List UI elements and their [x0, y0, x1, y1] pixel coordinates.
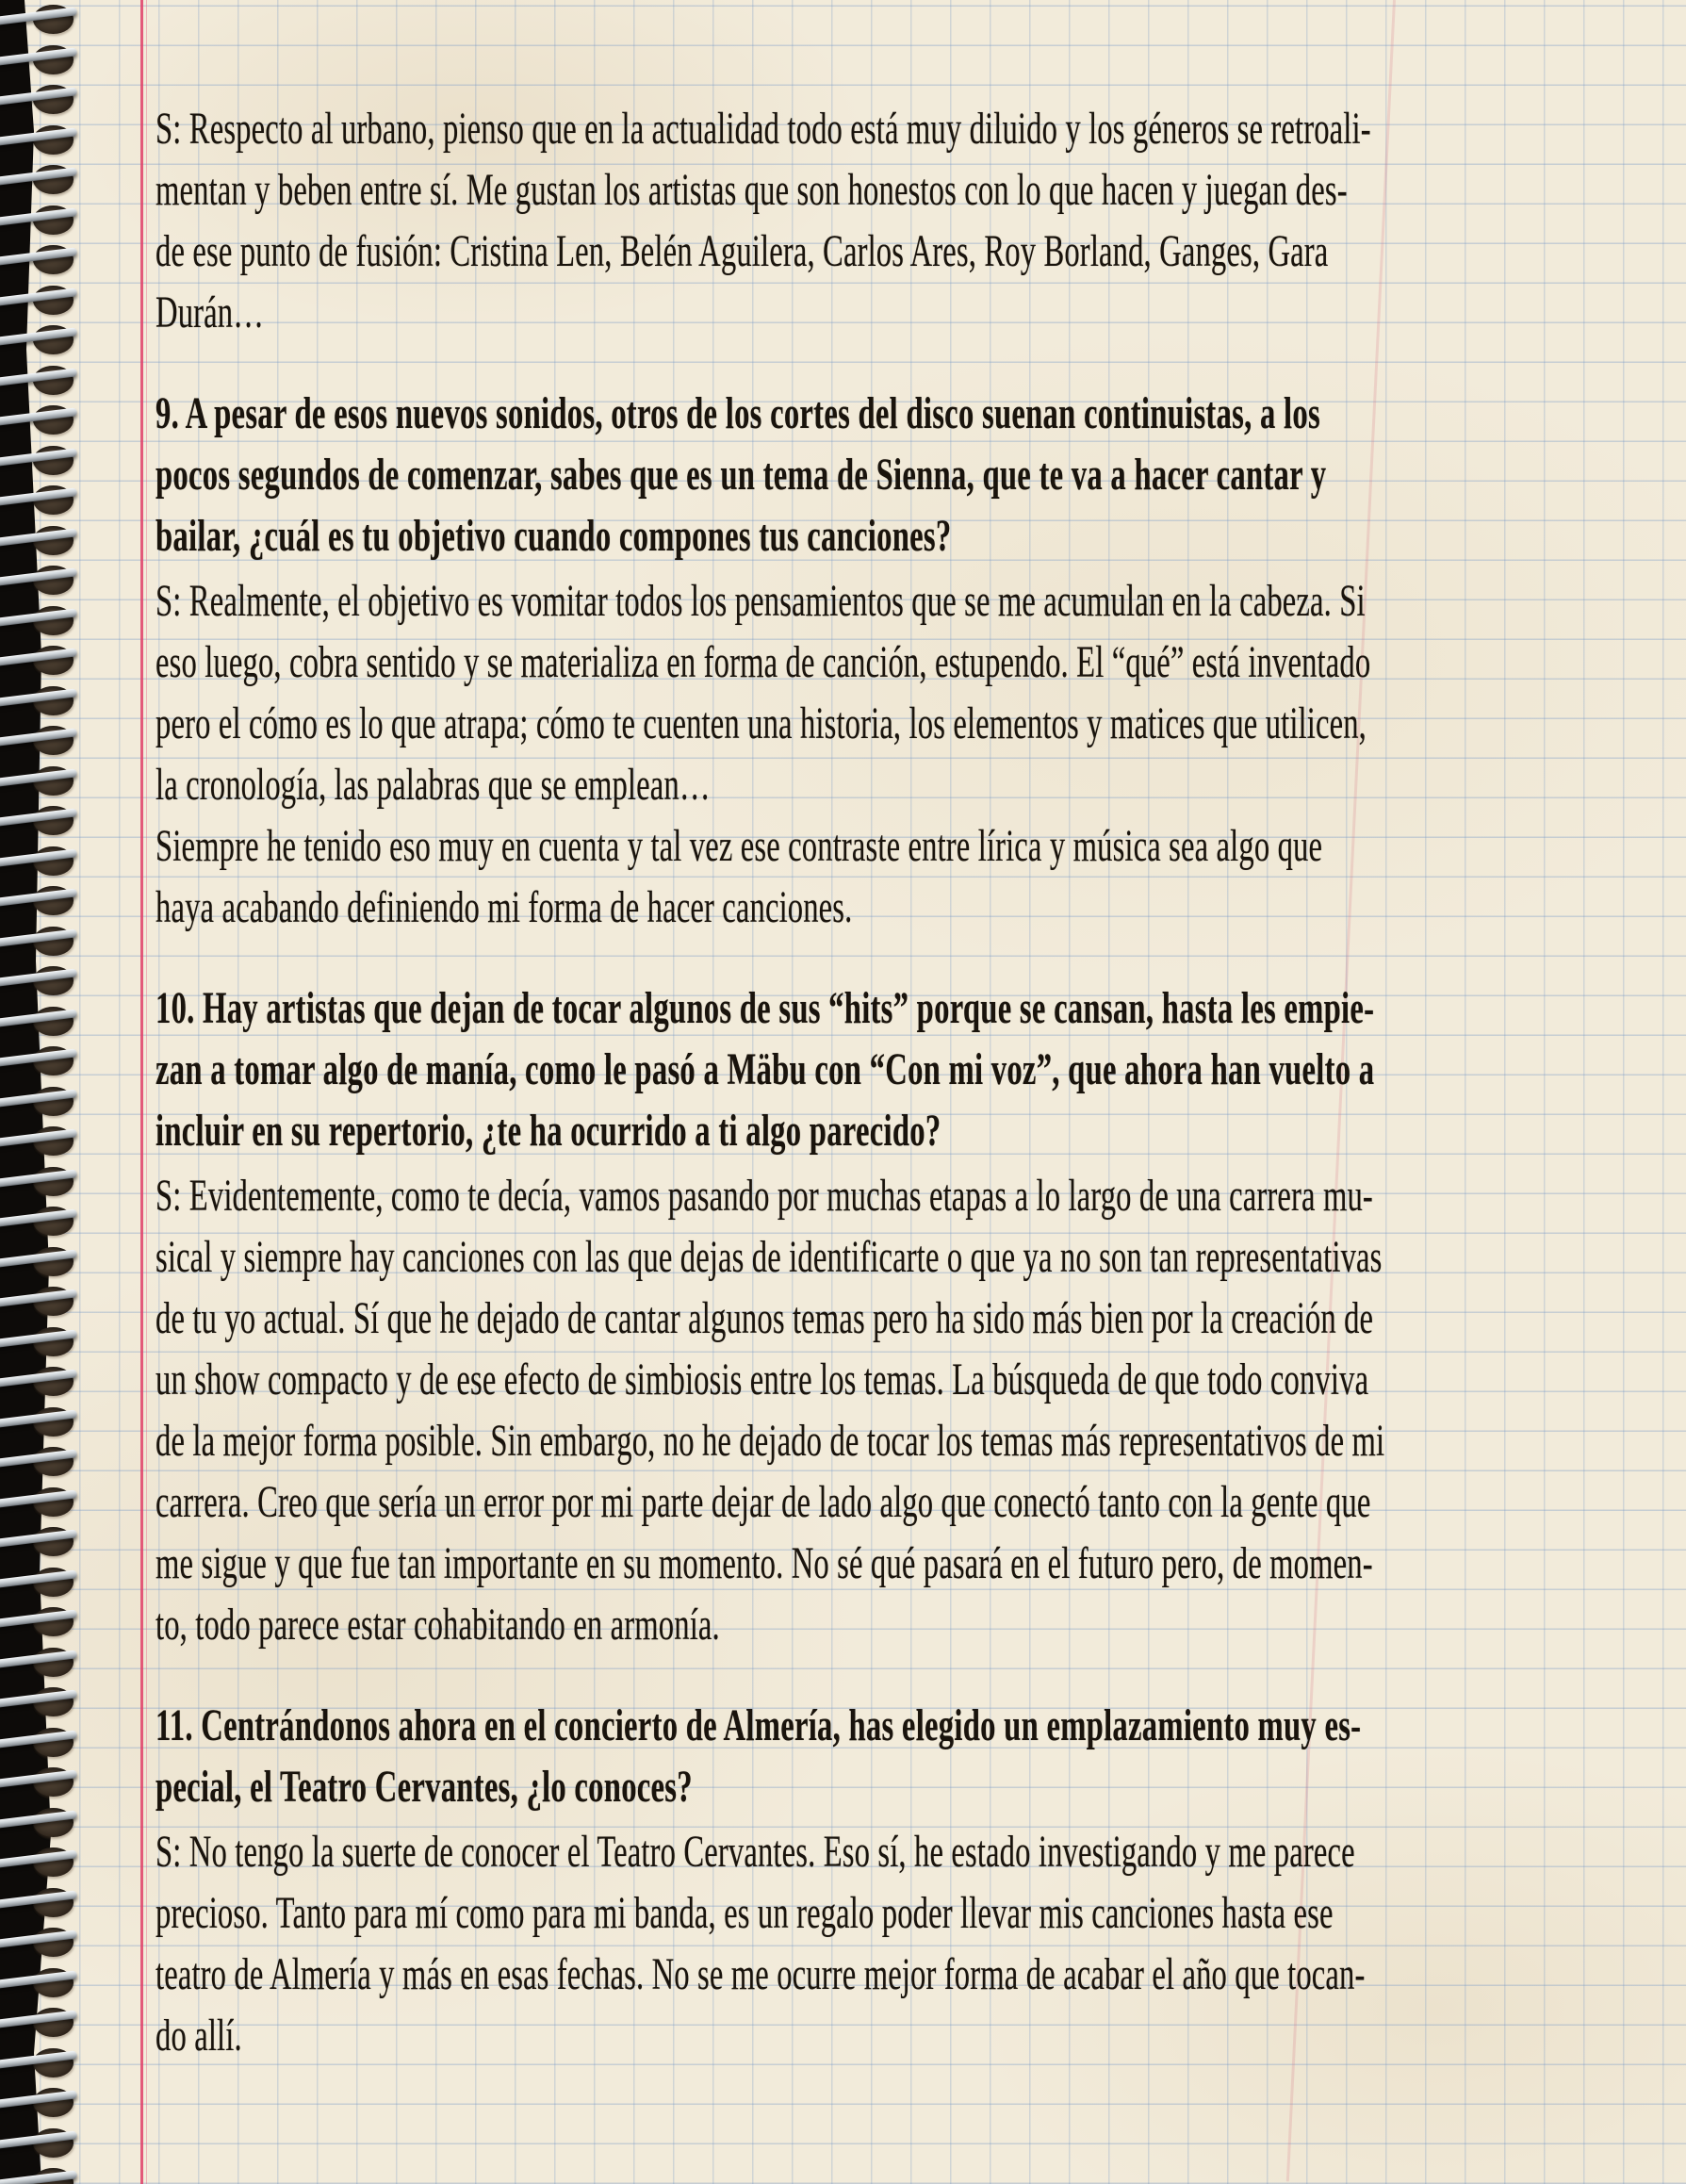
text-line: precioso. Tanto para mí como para mi banda, es un regalo poder llevar mis canciones hasta ese [156, 1888, 1334, 1938]
text-line: S: Respecto al urbano, pienso que en la actualidad todo está muy diluido y los géneros se retroali- [156, 104, 1371, 154]
text-line: 9. A pesar de esos nuevos sonidos, otros de los cortes del disco suenan continuistas, a los [156, 388, 1320, 438]
spiral-ring [0, 205, 104, 242]
spiral-ring [0, 1045, 104, 1083]
spiral-ring [0, 2007, 104, 2044]
spiral-ring [0, 2047, 104, 2085]
spiral-ring [0, 1446, 104, 1484]
spiral-ring [0, 605, 104, 643]
spiral-ring [0, 84, 104, 122]
text-line: S: No tengo la suerte de conocer el Teatro Cervantes. Eso sí, he estado investigando y me parece [156, 1827, 1355, 1877]
spiral-ring [0, 1887, 104, 1925]
spiral-ring [0, 1486, 104, 1524]
left-margin-line [140, 0, 143, 2184]
spiral-ring [0, 2127, 104, 2165]
text-line: S: Evidentemente, como te decía, vamos pasando por muchas etapas a lo largo de una carrera mu- [156, 1171, 1373, 1221]
spiral-ring [0, 1326, 104, 1364]
left-margin-line-echo [146, 0, 147, 2184]
spiral-ring [0, 1766, 104, 1804]
spiral-ring [0, 2087, 104, 2125]
answer-block [156, 98, 1629, 343]
spiral-ring [0, 285, 104, 322]
text-line: to, todo parece estar cohabitando en armonía. [156, 1600, 720, 1650]
text-line: me sigue y que fue tan importante en su momento. No sé qué pasará en el futuro pero, de momen- [156, 1538, 1373, 1588]
spiral-ring [0, 765, 104, 803]
text-line: un show compacto y de ese efecto de simbiosis entre los temas. La búsqueda de que todo conviva [156, 1355, 1369, 1404]
question-10-block [156, 977, 1629, 1161]
spiral-ring [0, 124, 104, 162]
text-line: Siempre he tenido eso muy en cuenta y tal vez ese contraste entre lírica y música sea algo que [156, 821, 1323, 871]
spiral-ring [0, 44, 104, 82]
spiral-ring [0, 2167, 104, 2184]
text-line: teatro de Almería y más en esas fechas. No se me ocurre mejor forma de acabar el año que tocan- [156, 1949, 1366, 1999]
spiral-ring [0, 1286, 104, 1323]
spiral-ring [0, 1366, 104, 1404]
spiral-ring [0, 1206, 104, 1243]
text-line: eso luego, cobra sentido y se materializa en forma de canción, estupendo. El “qué” está inventado [156, 637, 1371, 687]
spiral-ring [0, 324, 104, 362]
text-line: bailar, ¿cuál es tu objetivo cuando compones tus canciones? [156, 511, 952, 561]
text-line: S: Realmente, el objetivo es vomitar todos los pensamientos que se me acumulan en la cabeza. Si [156, 576, 1366, 626]
spiral-ring [0, 1686, 104, 1724]
spiral-ring [0, 1166, 104, 1204]
spiral-ring [0, 846, 104, 883]
question-9-block [156, 383, 1629, 567]
spiral-ring [0, 1606, 104, 1644]
answer-block [156, 1165, 1629, 1655]
spiral-ring [0, 1086, 104, 1124]
spiral-ring [0, 164, 104, 202]
text-line: do allí. [156, 2011, 242, 2061]
text-line: de la mejor forma posible. Sin embargo, no he dejado de tocar los temas más representativos de mi [156, 1416, 1385, 1466]
text-line: la cronología, las palabras que se emplean… [156, 760, 711, 810]
interview-text [156, 98, 1629, 2066]
spiral-binding [0, 0, 104, 2184]
spiral-ring [0, 484, 104, 522]
text-line: haya acabando definiendo mi forma de hacer canciones. [156, 882, 853, 932]
spiral-ring [0, 1125, 104, 1163]
text-line: sical y siempre hay canciones con las que dejas de identificarte o que ya no son tan representativas [156, 1232, 1383, 1282]
text-line: carrera. Creo que sería un error por mi parte dejar de lado algo que conectó tanto con la gente que [156, 1477, 1371, 1527]
text-line: incluir en su repertorio, ¿te ha ocurrido a ti algo parecido? [156, 1106, 941, 1156]
answer-block [156, 570, 1629, 938]
text-line: mentan y beben entre sí. Me gustan los artistas que son honestos con lo que hacen y juegan des- [156, 165, 1348, 215]
spiral-ring [0, 965, 104, 1003]
text-line: pocos segundos de comenzar, sabes que es un tema de Sienna, que te va a hacer cantar y [156, 450, 1327, 500]
spiral-ring [0, 725, 104, 763]
text-line: pero el cómo es lo que atrapa; cómo te cuenten una historia, los elementos y matices que utilicen, [156, 698, 1367, 748]
spiral-ring [0, 805, 104, 843]
spiral-ring [0, 1006, 104, 1043]
spiral-ring [0, 926, 104, 963]
spiral-ring [0, 1526, 104, 1564]
spiral-ring [0, 645, 104, 682]
spiral-ring [0, 1647, 104, 1684]
spiral-ring [0, 4, 104, 41]
text-line: 11. Centrándonos ahora en el concierto de Almería, has elegido un emplazamiento muy es- [156, 1700, 1362, 1750]
spiral-ring [0, 885, 104, 923]
spiral-ring [0, 1406, 104, 1444]
spiral-ring [0, 404, 104, 442]
text-line: de ese punto de fusión: Cristina Len, Belén Aguilera, Carlos Ares, Roy Borland, Ganges, Gara [156, 226, 1329, 276]
spiral-ring [0, 525, 104, 563]
spiral-ring [0, 365, 104, 402]
text-line: zan a tomar algo de manía, como le pasó a Mäbu con “Con mi voz”, que ahora han vuelto a [156, 1044, 1375, 1094]
text-line: de tu yo actual. Sí que he dejado de cantar algunos temas pero ha sido más bien por la creación de [156, 1293, 1374, 1343]
spiral-ring [0, 1927, 104, 1964]
spiral-ring [0, 1847, 104, 1884]
spiral-ring [0, 1807, 104, 1845]
spiral-ring [0, 445, 104, 483]
spiral-ring [0, 1727, 104, 1765]
question-11-block [156, 1695, 1629, 1817]
spiral-ring [0, 244, 104, 282]
answer-block [156, 1821, 1629, 2066]
spiral-ring [0, 1567, 104, 1604]
spiral-ring [0, 1967, 104, 2005]
spiral-ring [0, 565, 104, 602]
text-line: pecial, el Teatro Cervantes, ¿lo conoces? [156, 1762, 693, 1812]
spiral-ring [0, 685, 104, 723]
text-line: Durán… [156, 287, 265, 337]
spiral-ring [0, 1246, 104, 1284]
text-line: 10. Hay artistas que dejan de tocar algunos de sus “hits” porque se cansan, hasta les empie- [156, 983, 1375, 1033]
